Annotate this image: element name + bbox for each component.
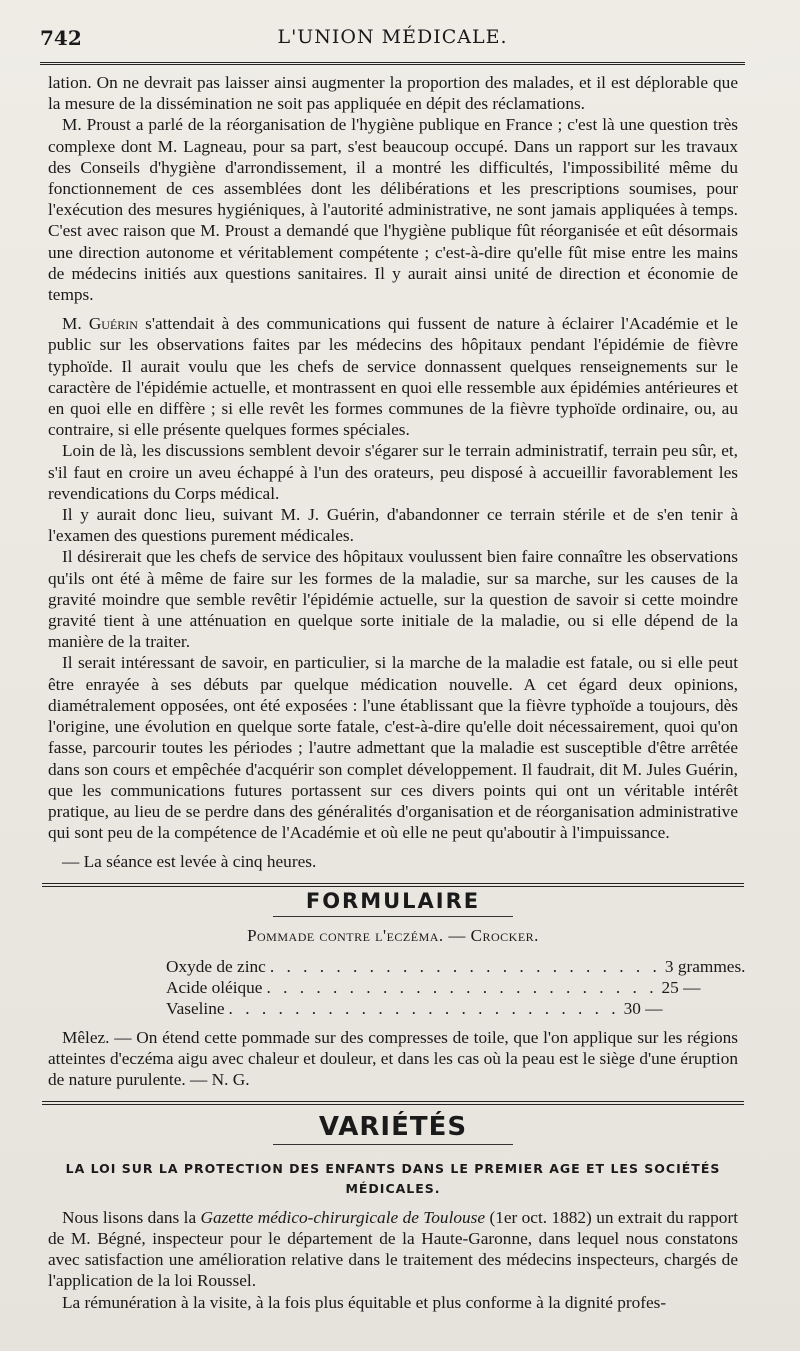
- varietes-title: VARIÉTÉS: [318, 1111, 468, 1142]
- title-underline: [273, 916, 513, 917]
- paragraph: Il serait intéressant de savoir, en particulier, si la marche de la maladie est fatale, ou si elle peut être enrayée à ses débuts par quelque médication nouvelle. A cet égard deux opinions, diamétralement opposées, ont été exposées : l'une établissant que la fièvre typhoïde a toujours, dès l'origine, une évolution en quelque sorte fatale, c'est-à-dire qu'elle doit nécessairement, quoi qu'on fasse, parcourir toutes les périodes ; l'autre admettant que la maladie est susceptible d'être arrêtée dans son cours et empêchée d'acquérir son complet développement. Il faudrait, dit M. Jules Guérin, que les communications futures portassent sur ces divers points qui ont un véritable intérêt pratique, au lieu de se perdre dans des généralités d'organisation et de réorganisation administrative qui sont peu de la compétence de l'Académie et où elle ne peut qu'aboutir à l'impuissance.: [48, 653, 738, 843]
- section-rule: [42, 883, 744, 887]
- paragraph: La rémunération à la visite, à la fois plus équitable et plus conforme à la dignité profes-: [62, 1292, 667, 1312]
- ingredient-row: [166, 998, 663, 1019]
- page-header: [40, 24, 745, 54]
- running-title: L'UNION MÉDICALE.: [277, 26, 508, 48]
- paragraph-text: Nous lisons dans la: [62, 1207, 201, 1227]
- formulaire-title: FORMULAIRE: [305, 888, 481, 913]
- ingredient-row: [166, 956, 746, 977]
- ingredient-name: Acide oléique: [166, 977, 263, 997]
- ingredient-qty: 30 —: [623, 998, 663, 1018]
- ingredient-row: [166, 977, 701, 998]
- paragraph: M. Proust a parlé de la réorganisation de l'hygiène publique en France ; c'est là une question très complexe dont M. Lagneau, pour sa part, s'est beaucoup occupé. Dans un rapport sur les travaux des Conseils d'hygiène d'arrondissement, il a montré les difficultés, l'impossibilité même du fonctionnement de ces assemblées dont les délibérations et les prescriptions soumises, pour l'exécution des mesures hygiéniques, à l'autorité administrative, ne sont jamais appliquées à temps. C'est avec raison que M. Proust a demandé que l'hygiène publique fût réorganisée et eût désormais une direction autonome et véritablement compétente ; c'est-à-dire qu'elle fût mise entre les mains de médecins initiés aux questions sanitaires. Il y aurait ainsi unité de direction et économie de temps.: [48, 115, 738, 305]
- recipe-instructions: Mêlez. — On étend cette pommade sur des compresses de toile, que l'on applique sur les régions atteintes d'eczéma aigu avec chaleur et douleur, et dans les cas où la peau est le siège d'une éruption de nature purulente. — N. G.: [48, 1027, 738, 1090]
- paragraph: lation. On ne devrait pas laisser ainsi augmenter la proportion des malades, et il est déplorable que la mesure de la dissémination ne soit pas appliquée en dépit des réclamations.: [48, 73, 738, 114]
- paragraph: [48, 1207, 738, 1292]
- recipe-title: Pommade contre l'eczéma. — Crocker.: [247, 925, 539, 945]
- page-number: 742: [40, 26, 82, 50]
- article-title: LA LOI SUR LA PROTECTION DES ENFANTS DANS LE PREMIER AGE ET LES SOCIÉTÉS MÉDICALES.: [65, 1160, 721, 1196]
- paragraph: Loin de là, les discussions semblent devoir s'égarer sur le terrain administratif, terrain peu sûr, et, s'il faut en croire un aveu échappé à l'un des orateurs, peu disposé à accueillir favorablement les revendications du Corps médical.: [48, 441, 738, 503]
- leader-dots: . . . . . . . . . . . . . . . . . . . . . . . .: [269, 956, 661, 976]
- leader-dots: . . . . . . . . . . . . . . . . . . . . . . . .: [228, 998, 620, 1018]
- paragraph-text: (1er oct. 1882) un extrait du rapport de M. Bégné, inspecteur pour le département de la Haute-Garonne, dans lequel nous constatons avec satisfaction une amélioration relative dans le traitement des médecins inspecteurs, chargés de l'application de la loi Roussel.: [48, 1207, 738, 1291]
- article-body: [48, 72, 746, 1313]
- ingredient-qty: 25 —: [661, 977, 701, 997]
- speaker-name: Guérin: [88, 314, 138, 334]
- speaker-prefix: M.: [62, 314, 82, 334]
- ingredient-list: [166, 956, 746, 1019]
- title-underline: [273, 1144, 513, 1145]
- journal-title: Gazette médico-chirurgicale de Toulouse: [200, 1207, 486, 1227]
- closing-line: — La séance est levée à cinq heures.: [62, 852, 317, 872]
- ingredient-name: Vaseline: [166, 998, 225, 1018]
- paragraph-text: s'attendait à des communications qui fussent de nature à éclairer l'Académie et le public sur les observations faites par les médecins des hôpitaux pendant l'épidémie de fièvre typhoïde. Il aurait voulu que les chefs de service donnassent quelques renseignements sur le caractère de l'épidémie actuelle, et montrassent en quoi elle ressemble aux épidémies antérieures et en quoi elle en diffère ; si elle revêt les formes communes de la fièvre typhoïde ordinaire, ou, au contraire, si elle présente quelques formes spéciales.: [48, 314, 738, 440]
- paragraph: Il désirerait que les chefs de service des hôpitaux voulussent bien faire connaître les observations qu'ils ont été à même de faire sur les formes de la maladie, sur sa marche, sur les causes de la gravité moindre que semble revêtir l'épidémie actuelle, sur la question de savoir si cette moindre gravité tient à une atténuation en quelque sorte initiale de la maladie, ou si elle dépend de la manière de la traiter.: [48, 547, 738, 652]
- header-rule: [40, 62, 745, 65]
- leader-dots: . . . . . . . . . . . . . . . . . . . . . . . .: [266, 977, 658, 997]
- ingredient-name: Oxyde de zinc: [166, 956, 266, 976]
- ingredient-qty: 3 grammes.: [664, 956, 746, 976]
- section-rule: [42, 1101, 744, 1105]
- paragraph: [48, 313, 738, 440]
- paragraph: Il y aurait donc lieu, suivant M. J. Guérin, d'abandonner ce terrain stérile et de s'en tenir à l'examen des questions purement médicales.: [48, 505, 738, 546]
